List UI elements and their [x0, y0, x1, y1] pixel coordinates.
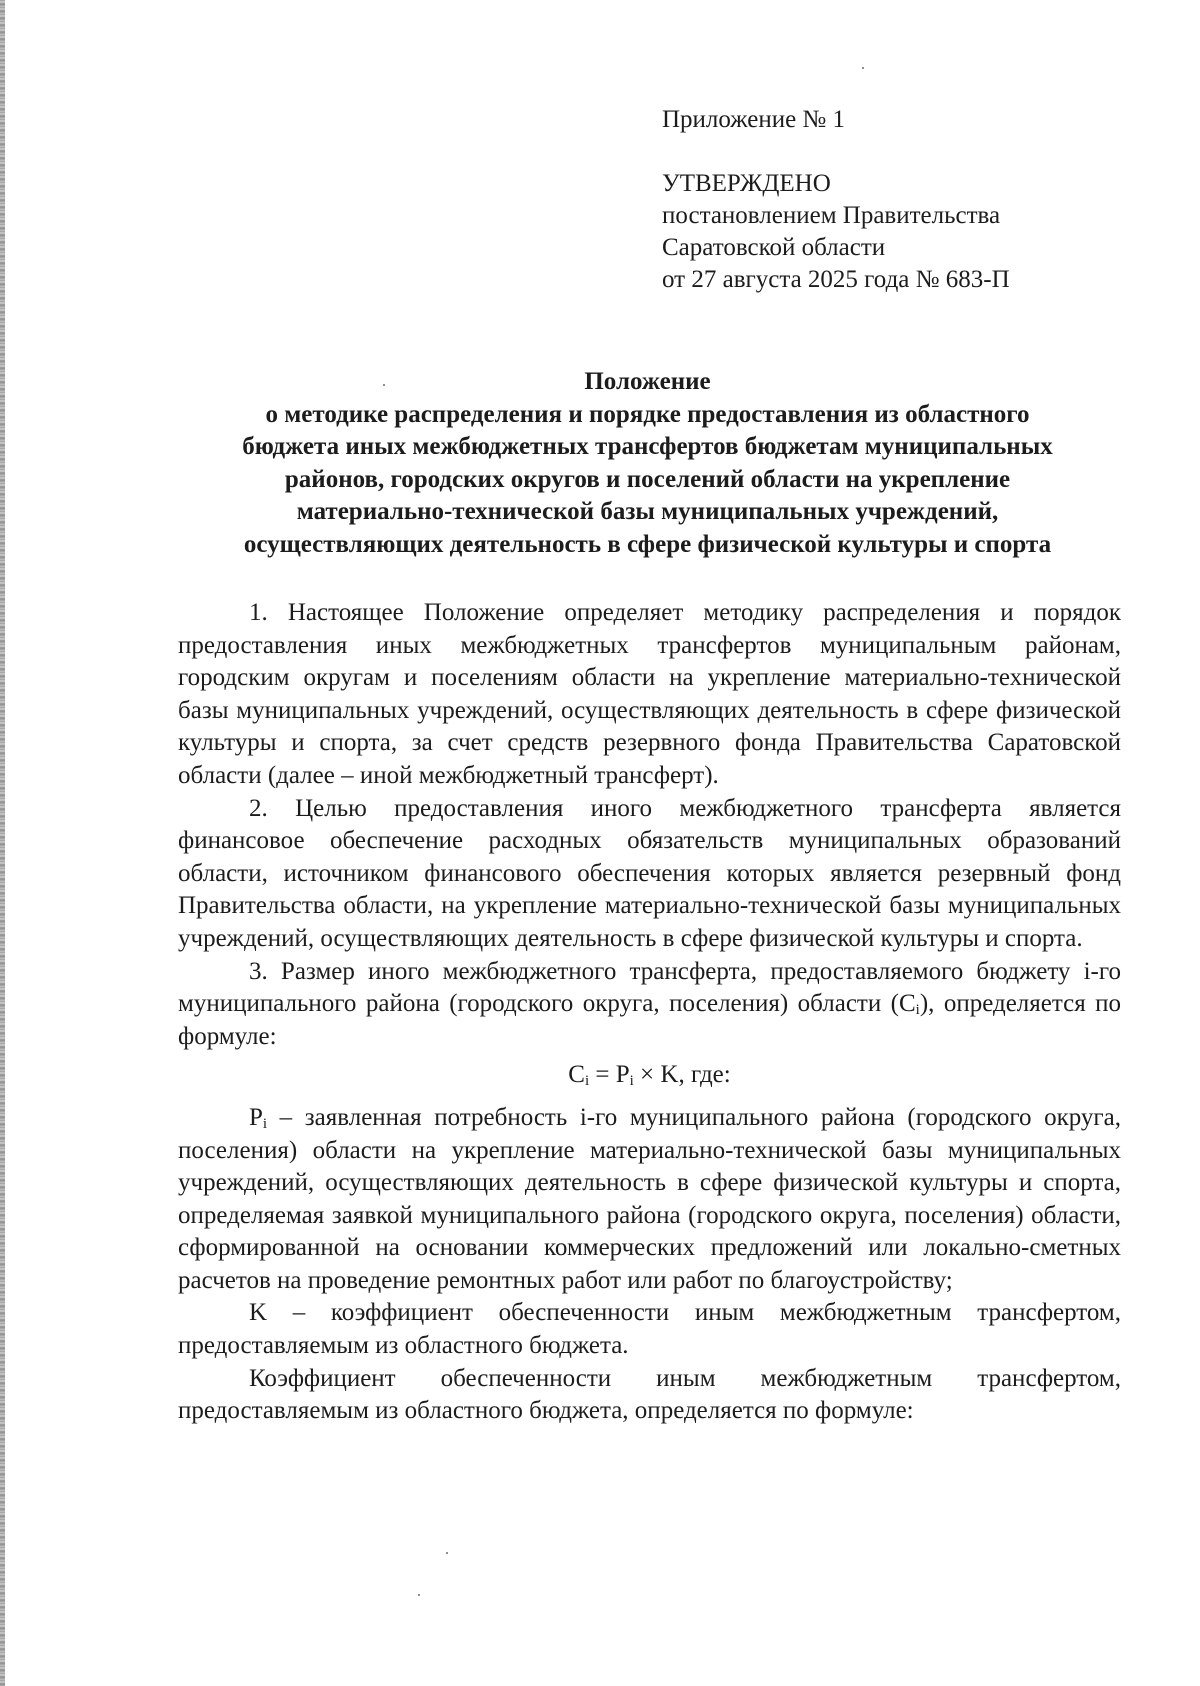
approval-line-3: от 27 августа 2025 года № 683-П — [662, 266, 1010, 293]
scan-edge — [0, 0, 5, 1686]
document-body — [178, 597, 1121, 1428]
approval-line-2: Саратовской области — [662, 234, 886, 261]
title-line: районов, городских округов и поселений области на укрепление — [284, 465, 1011, 493]
approved-label: УТВЕРЖДЕНО — [662, 170, 831, 197]
pi-subscript: i — [262, 1115, 268, 1132]
scan-speck — [383, 384, 385, 386]
formula-c-sub: i — [584, 1073, 590, 1090]
paragraph-1: 1. Настоящее Положение определяет методику распределения и порядок предоставления иных межбюджетных трансфертов муниципальным районам, городским округам и поселениям области на укрепление материально-технической базы муниципальных учреждений, осуществляющих деятельность в сфере физической культуры и спорта, за счет средств резервного фонда Правительства Саратовской области (далее – иной межбюджетный трансферт). — [178, 599, 1121, 789]
paragraph-3-end: ), определяется по формуле: — [178, 990, 1121, 1050]
paragraph-pi-definition — [178, 1102, 1121, 1298]
title-line: о методике распределения и порядке предоставления из областного — [265, 400, 1030, 428]
formula-rest: × K, где: — [633, 1061, 731, 1089]
approval-block — [662, 104, 1010, 296]
appendix-label: Приложение № 1 — [662, 106, 846, 133]
subscript-i: i — [915, 1002, 920, 1019]
pi-symbol: P — [249, 1103, 263, 1131]
document-title — [160, 366, 1135, 562]
formula-ci — [178, 1059, 1121, 1092]
title-heading: Положение — [584, 368, 711, 395]
scan-speck — [446, 1552, 448, 1554]
title-line: бюджета иных межбюджетных трансфертов бюджетам муниципальных — [242, 433, 1053, 461]
formula-p-sub: i — [629, 1073, 634, 1090]
paragraph-3 — [178, 956, 1121, 1054]
title-line: осуществляющих деятельность в сфере физической культуры и спорта — [243, 530, 1052, 558]
formula-eq: = P — [589, 1061, 630, 1089]
approval-line-1: постановлением Правительства — [662, 202, 1001, 229]
scan-speck — [862, 67, 864, 69]
paragraph-2: 2. Целью предоставления иного межбюджетного трансферта является финансовое обеспечение расходных обязательств муниципальных образований области, источником финансового обеспечения которых является резервный фонд Правительства области, на укрепление материально-технической базы муниципальных учреждений, осуществляющих деятельность в сфере физической культуры и спорта. — [178, 794, 1121, 952]
title-line: материально-технической базы муниципальных учреждений, — [296, 498, 999, 526]
paragraph-coefficient: Коэффициент обеспеченности иным межбюджетным трансфертом, предоставляемым из областного бюджета, определяется по формуле: — [178, 1364, 1121, 1425]
scan-speck — [418, 1594, 420, 1596]
paragraph-3-text: 3. Размер иного межбюджетного трансферта, предоставляемого бюджету i-го муниципального района (городского округа, поселения) области (C — [178, 957, 1121, 1018]
formula-c: C — [568, 1061, 585, 1089]
pi-definition-text: – заявленная потребность i-го муниципального района (городского округа, поселения) области на укрепление материально-технической базы муниципальных учреждений, осуществляющих деятельность в сфере физической культуры и спорта, определяемая заявкой муниципального района (городского округа, поселения) области, сформированной на основании коммерческих предложений или локально-сметных расчетов на проведение ремонтных работ или работ по благоустройству; — [178, 1103, 1121, 1294]
paragraph-k-definition: K – коэффициент обеспеченности иным межбюджетным трансфертом, предоставляемым из областного бюджета. — [178, 1299, 1121, 1360]
